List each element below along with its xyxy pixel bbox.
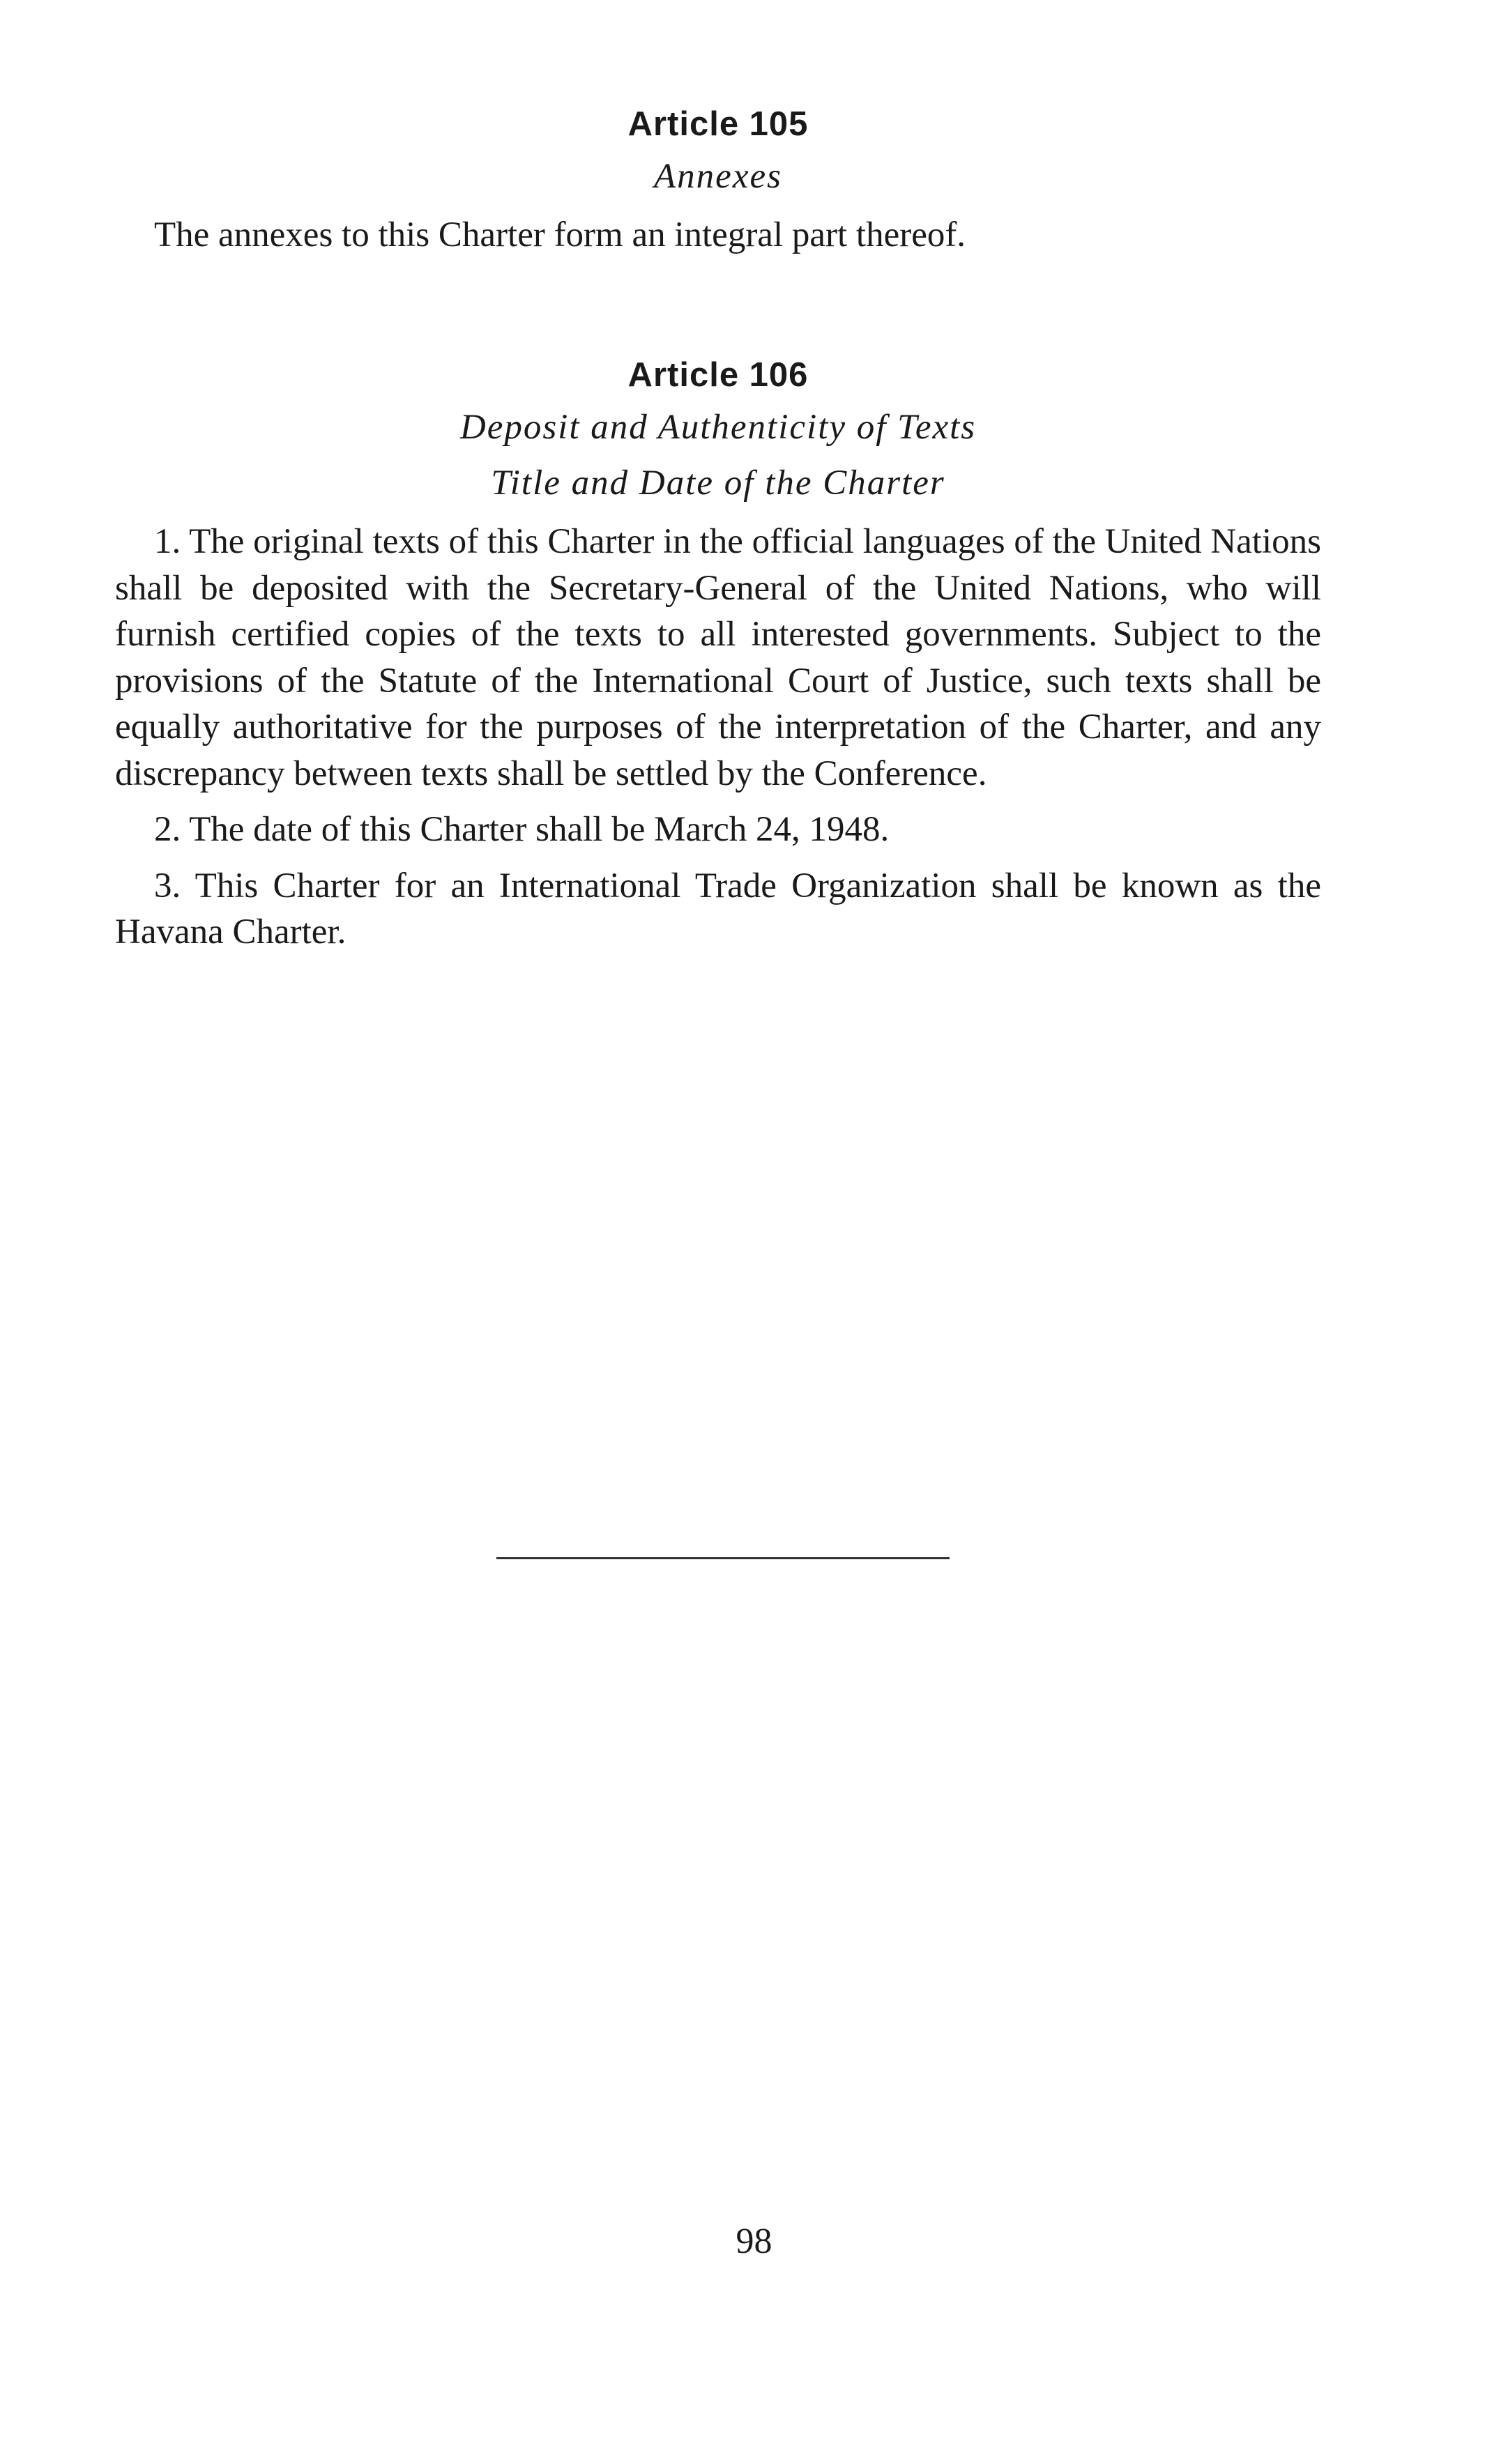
- article-105: [115, 103, 1321, 259]
- article-106: [115, 354, 1321, 956]
- article-heading: Article 106: [627, 356, 809, 394]
- article-paragraph: The annexes to this Charter form an integral part thereof.: [154, 215, 966, 254]
- article-paragraph: 1. The original texts of this Charter in the official languages of the United Nations shall be deposited with the Secretary-General of the United Nations, who will furnish certified copies of the texts to all interested governments. Subject to the provisions of the Statute of the International Court of Justice, such texts shall be equally authoritative for the purposes of the interpretation of the Charter, and any discrepancy between texts shall be settled by the Conference.: [115, 522, 1321, 793]
- section-divider: [496, 1557, 950, 1559]
- article-paragraph: 3. This Charter for an International Trade Organization shall be known as the Havana Charter.: [115, 866, 1321, 951]
- article-subtitle: Annexes: [654, 157, 782, 196]
- article-heading: Article 105: [627, 105, 809, 143]
- article-subtitle: Title and Date of the Charter: [491, 464, 945, 503]
- page-number: 98: [736, 2221, 772, 2261]
- article-paragraph: 2. The date of this Charter shall be March 24, 1948.: [154, 810, 890, 849]
- article-subtitle: Deposit and Authenticity of Texts: [459, 408, 977, 447]
